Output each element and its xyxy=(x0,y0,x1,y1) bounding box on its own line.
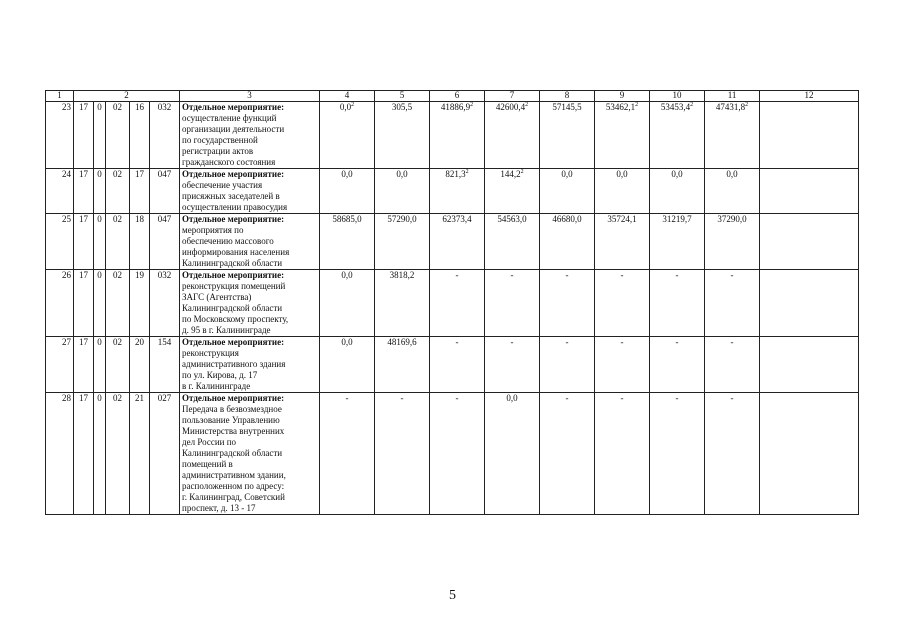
description-line: Передача в безвозмездное xyxy=(182,404,282,414)
header-row xyxy=(46,91,859,102)
code-cell: 047 xyxy=(150,214,180,270)
value-cell xyxy=(430,270,485,337)
description-line: обеспечению массового xyxy=(182,236,274,246)
value-cell xyxy=(320,102,375,169)
table-row xyxy=(46,214,859,270)
code-cell: 154 xyxy=(150,337,180,393)
code-cell: 032 xyxy=(150,270,180,337)
value-cell xyxy=(375,393,430,515)
measure-title: Отдельное мероприятие: xyxy=(182,169,285,179)
value-cell xyxy=(485,337,540,393)
value-cell xyxy=(540,102,595,169)
value-cell xyxy=(485,270,540,337)
value-cell xyxy=(760,214,859,270)
value-text: 144,2 xyxy=(500,169,521,179)
row-number-cell: 26 xyxy=(46,270,74,337)
value-cell xyxy=(540,169,595,214)
value-text: - xyxy=(620,270,624,280)
value-text: - xyxy=(675,393,679,403)
table-row xyxy=(46,270,859,337)
value-text: 48169,6 xyxy=(387,337,417,347)
value-cell xyxy=(650,214,705,270)
description-line: Министерства внутренних xyxy=(182,426,285,436)
value-cell xyxy=(320,169,375,214)
value-cell xyxy=(375,337,430,393)
value-text: 0,0 xyxy=(341,337,353,347)
measure-title: Отдельное мероприятие: xyxy=(182,393,285,403)
row-number-cell: 25 xyxy=(46,214,74,270)
value-text: - xyxy=(565,337,569,347)
value-cell xyxy=(375,214,430,270)
description-line: расположенном по адресу: xyxy=(182,481,285,491)
code-cell: 02 xyxy=(106,169,130,214)
row-number-cell: 27 xyxy=(46,337,74,393)
value-cell xyxy=(705,270,760,337)
row-number-cell: 28 xyxy=(46,393,74,515)
value-text: 31219,7 xyxy=(662,214,692,224)
value-text: - xyxy=(565,270,569,280)
code-cell: 19 xyxy=(130,270,150,337)
code-cell: 032 xyxy=(150,102,180,169)
code-cell: 0 xyxy=(94,102,106,169)
code-cell: 02 xyxy=(106,214,130,270)
value-text: 37290,0 xyxy=(717,214,747,224)
code-cell: 047 xyxy=(150,169,180,214)
header-cell: 12 xyxy=(760,91,859,102)
value-cell xyxy=(485,169,540,214)
header-cell: 11 xyxy=(705,91,760,102)
value-cell xyxy=(650,270,705,337)
code-cell: 16 xyxy=(130,102,150,169)
code-cell: 17 xyxy=(74,214,94,270)
value-cell xyxy=(540,393,595,515)
value-cell xyxy=(320,337,375,393)
description-line: регистрации актов xyxy=(182,146,254,156)
code-cell: 0 xyxy=(94,214,106,270)
value-cell xyxy=(760,102,859,169)
code-cell: 0 xyxy=(94,393,106,515)
code-cell: 17 xyxy=(74,169,94,214)
value-cell xyxy=(595,393,650,515)
header-cell: 2 xyxy=(74,91,180,102)
value-text: - xyxy=(620,393,624,403)
page-number: 5 xyxy=(449,588,456,603)
description-line: пользование Управлению xyxy=(182,415,280,425)
value-cell xyxy=(485,214,540,270)
value-text: - xyxy=(455,270,459,280)
footnote-mark: 2 xyxy=(635,102,639,108)
value-text: 0,0 xyxy=(726,169,738,179)
value-text: - xyxy=(455,393,459,403)
description-line: по Московскому проспекту, xyxy=(182,314,289,324)
code-cell: 18 xyxy=(130,214,150,270)
description-line: административного здания xyxy=(182,359,286,369)
measure-title: Отдельное мероприятие: xyxy=(182,102,285,112)
header-cell: 4 xyxy=(320,91,375,102)
footnote-mark: 2 xyxy=(470,102,474,108)
description-line: информирования населения xyxy=(182,247,290,257)
value-text: 0,0 xyxy=(341,270,353,280)
value-cell xyxy=(650,393,705,515)
value-text: 0,0 xyxy=(506,393,518,403)
description-line: помещений в xyxy=(182,459,233,469)
code-cell: 02 xyxy=(106,337,130,393)
code-cell: 17 xyxy=(74,270,94,337)
value-cell xyxy=(760,337,859,393)
value-cell xyxy=(705,337,760,393)
description-cell xyxy=(180,214,320,270)
description-line: административном здании, xyxy=(182,470,286,480)
description-line: осуществление функций xyxy=(182,113,277,123)
description-line: реконструкция помещений xyxy=(182,281,286,291)
value-cell xyxy=(485,102,540,169)
value-text: - xyxy=(620,337,624,347)
code-cell: 02 xyxy=(106,102,130,169)
header-cell: 8 xyxy=(540,91,595,102)
footnote-mark: 2 xyxy=(520,169,524,175)
table-row xyxy=(46,169,859,214)
value-text: - xyxy=(675,337,679,347)
measure-title: Отдельное мероприятие: xyxy=(182,270,285,280)
value-text: 305,5 xyxy=(391,102,413,112)
code-cell: 20 xyxy=(130,337,150,393)
description-line: Калининградской области xyxy=(182,258,283,268)
description-line: по ул. Кирова, д. 17 xyxy=(182,370,258,380)
value-cell xyxy=(375,102,430,169)
footnote-mark: 2 xyxy=(690,102,694,108)
row-number-cell: 23 xyxy=(46,102,74,169)
description-cell xyxy=(180,393,320,515)
value-cell xyxy=(705,214,760,270)
value-text: 35724,1 xyxy=(607,214,637,224)
description-line: ЗАГС (Агентства) xyxy=(182,292,252,302)
description-line: по государственной xyxy=(182,135,258,145)
description-line: д. 95 в г. Калининграде xyxy=(182,325,271,335)
value-cell xyxy=(540,337,595,393)
value-text: 0,0 xyxy=(339,102,352,112)
value-cell xyxy=(650,337,705,393)
code-cell: 0 xyxy=(94,169,106,214)
description-line: в г. Калининграде xyxy=(182,381,251,391)
value-cell xyxy=(705,102,760,169)
header-cell: 5 xyxy=(375,91,430,102)
value-text: 57145,5 xyxy=(552,102,582,112)
value-cell xyxy=(430,102,485,169)
value-text: 53462,1 xyxy=(605,102,636,112)
value-cell xyxy=(320,270,375,337)
measure-title: Отдельное мероприятие: xyxy=(182,214,285,224)
value-cell xyxy=(430,169,485,214)
value-text: 0,0 xyxy=(396,169,408,179)
value-text: 46680,0 xyxy=(552,214,582,224)
description-line: Калининградской области xyxy=(182,448,283,458)
code-cell: 0 xyxy=(94,270,106,337)
description-line: присяжных заседателей в xyxy=(182,191,280,201)
description-line: осуществлении правосудия xyxy=(182,202,288,212)
code-cell: 02 xyxy=(106,393,130,515)
value-cell xyxy=(705,169,760,214)
value-cell xyxy=(650,102,705,169)
value-text: 47431,8 xyxy=(715,102,746,112)
value-text: 62373,4 xyxy=(442,214,472,224)
code-cell: 0 xyxy=(94,337,106,393)
value-text: 57290,0 xyxy=(387,214,417,224)
value-text: - xyxy=(730,270,734,280)
description-cell xyxy=(180,337,320,393)
code-cell: 02 xyxy=(106,270,130,337)
header-cell: 1 xyxy=(46,91,74,102)
value-text: 0,0 xyxy=(561,169,573,179)
description-cell xyxy=(180,270,320,337)
description-cell xyxy=(180,102,320,169)
footnote-mark: 2 xyxy=(465,169,469,175)
table-row xyxy=(46,393,859,515)
value-cell xyxy=(650,169,705,214)
footnote-mark: 2 xyxy=(745,102,749,108)
header-cell: 7 xyxy=(485,91,540,102)
header-cell: 10 xyxy=(650,91,705,102)
description-cell xyxy=(180,169,320,214)
budget-table xyxy=(45,90,859,515)
description-line: реконструкция xyxy=(182,348,239,358)
value-cell xyxy=(485,393,540,515)
value-text: - xyxy=(400,393,404,403)
value-cell xyxy=(375,270,430,337)
table-row xyxy=(46,337,859,393)
value-cell xyxy=(430,337,485,393)
value-text: 3818,2 xyxy=(389,270,415,280)
header-cell: 6 xyxy=(430,91,485,102)
code-cell: 21 xyxy=(130,393,150,515)
description-line: мероприятия по xyxy=(182,225,244,235)
description-line: дел России по xyxy=(182,437,237,447)
value-cell xyxy=(320,214,375,270)
value-text: 58685,0 xyxy=(332,214,362,224)
code-cell: 17 xyxy=(74,393,94,515)
description-line: организации деятельности xyxy=(182,124,285,134)
value-cell xyxy=(595,102,650,169)
value-cell xyxy=(760,393,859,515)
value-cell xyxy=(760,270,859,337)
value-text: 54563,0 xyxy=(497,214,527,224)
code-cell: 17 xyxy=(74,337,94,393)
description-line: г. Калининград, Советский xyxy=(182,492,285,502)
value-cell xyxy=(540,270,595,337)
value-text: 42600,4 xyxy=(495,102,526,112)
value-text: 53453,4 xyxy=(660,102,691,112)
value-text: - xyxy=(730,393,734,403)
value-text: 821,3 xyxy=(445,169,466,179)
value-text: - xyxy=(345,393,349,403)
value-text: - xyxy=(510,270,514,280)
value-text: 41886,9 xyxy=(440,102,471,112)
code-cell: 17 xyxy=(74,102,94,169)
value-cell xyxy=(320,393,375,515)
table-row xyxy=(46,102,859,169)
footnote-mark: 2 xyxy=(351,102,355,108)
value-cell xyxy=(595,169,650,214)
value-cell xyxy=(760,169,859,214)
value-cell xyxy=(595,270,650,337)
value-text: - xyxy=(455,337,459,347)
header-cell: 9 xyxy=(595,91,650,102)
description-line: Калининградской области xyxy=(182,303,283,313)
description-line: гражданского состояния xyxy=(182,157,276,167)
value-text: - xyxy=(510,337,514,347)
row-number-cell: 24 xyxy=(46,169,74,214)
value-cell xyxy=(430,214,485,270)
value-cell xyxy=(375,169,430,214)
value-cell xyxy=(595,214,650,270)
value-text: 0,0 xyxy=(616,169,628,179)
value-cell xyxy=(430,393,485,515)
measure-title: Отдельное мероприятие: xyxy=(182,337,285,347)
value-text: 0,0 xyxy=(671,169,683,179)
header-cell: 3 xyxy=(180,91,320,102)
code-cell: 027 xyxy=(150,393,180,515)
value-cell xyxy=(595,337,650,393)
value-cell xyxy=(705,393,760,515)
footnote-mark: 2 xyxy=(525,102,529,108)
value-text: - xyxy=(565,393,569,403)
value-text: - xyxy=(675,270,679,280)
value-cell xyxy=(540,214,595,270)
code-cell: 17 xyxy=(130,169,150,214)
description-line: проспект, д. 13 - 17 xyxy=(182,503,256,513)
description-line: обеспечение участия xyxy=(182,180,263,190)
value-text: - xyxy=(730,337,734,347)
value-text: 0,0 xyxy=(341,169,353,179)
